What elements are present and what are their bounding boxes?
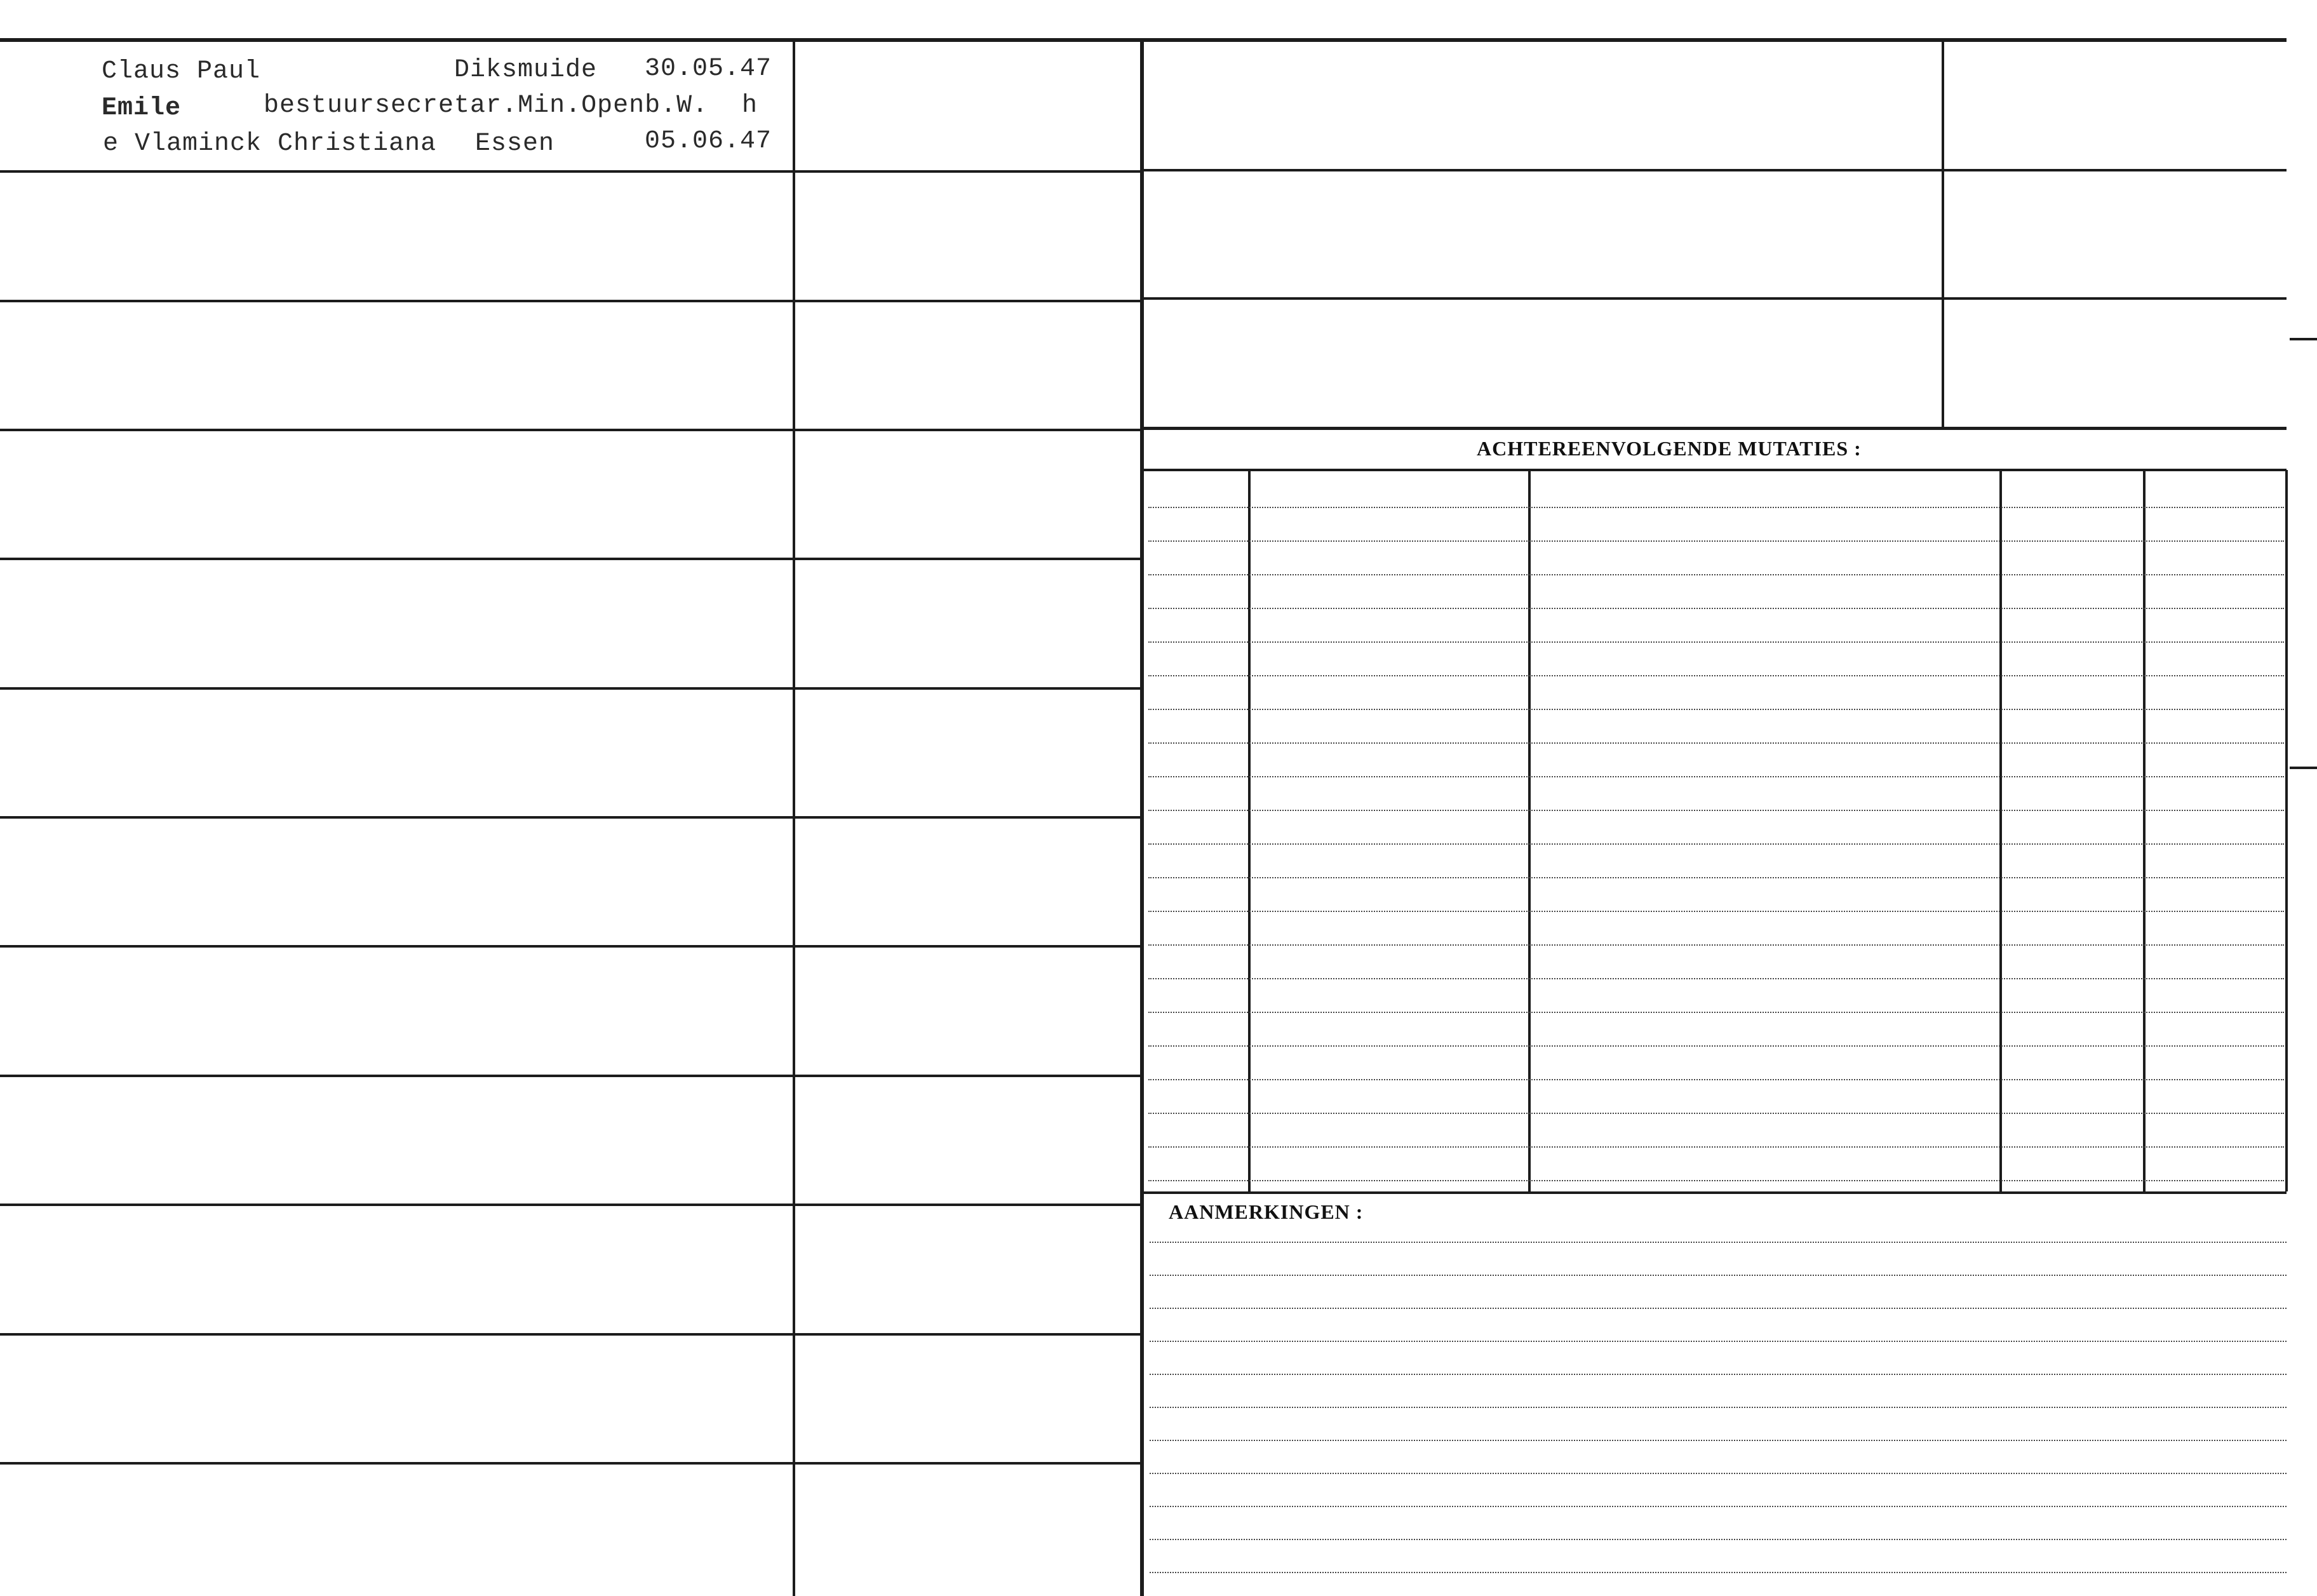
mutaties-row-rule [1148, 507, 2284, 508]
aanmerkingen-rule [1150, 1374, 2287, 1375]
mutaties-header: ACHTEREENVOLGENDE MUTATIES : [1477, 437, 1862, 460]
record-line-1-date: 30.05.47 [645, 55, 772, 83]
mutaties-row-rule [1148, 742, 2284, 744]
mutaties-row-rule [1148, 540, 2284, 542]
mutaties-row-rule [1148, 1079, 2284, 1080]
upper-block-divider [1942, 42, 1944, 427]
aanmerkingen-rule [1150, 1242, 2287, 1243]
record-line-1-place: Diksmuide [454, 56, 598, 84]
aanmerkingen-rule [1150, 1440, 2287, 1441]
register-row-line [0, 816, 1140, 819]
mutaties-column-divider [1999, 470, 2002, 1191]
mutaties-row-rule [1148, 709, 2284, 710]
mutaties-row-rule [1148, 574, 2284, 575]
record-line-2-profession: bestuursecretar.Min.Openb.W. [264, 91, 709, 120]
register-row-line [0, 170, 1140, 173]
register-row-line [0, 945, 1140, 948]
mutaties-row-rule [1148, 810, 2284, 811]
mutaties-row-rule [1148, 1180, 2284, 1181]
aanmerkingen-rule [1150, 1308, 2287, 1309]
mutaties-row-rule [1148, 1045, 2284, 1047]
mutaties-row-rule [1148, 877, 2284, 878]
upper-block-bottom-line [1144, 427, 2287, 430]
mutaties-row-rule [1148, 843, 2284, 845]
mutaties-row-rule [1148, 675, 2284, 676]
aanmerkingen-rule [1150, 1275, 2287, 1276]
record-line-2-mark: h [742, 91, 758, 120]
mutaties-row-rule [1148, 1012, 2284, 1013]
margin-tick [2290, 767, 2317, 769]
register-row-line [0, 429, 1140, 431]
aanmerkingen-rule [1150, 1506, 2287, 1507]
register-row-line [0, 1462, 1140, 1465]
mutaties-row-rule [1148, 1113, 2284, 1114]
margin-tick [2290, 338, 2317, 340]
aanmerkingen-rule [1150, 1572, 2287, 1573]
mutaties-row-rule [1148, 608, 2284, 609]
record-line-3-name: e Vlaminck Christiana [103, 130, 437, 158]
register-row-line [0, 558, 1140, 560]
register-column-divider [793, 42, 795, 1596]
record-line-1-name: Claus Paul [102, 57, 261, 86]
mutaties-row-rule [1148, 944, 2284, 946]
upper-block-row-line [1144, 169, 2287, 171]
register-row-line [0, 687, 1140, 690]
mutaties-row-rule [1148, 1146, 2284, 1148]
mutaties-top-line [1144, 469, 2287, 471]
mutaties-row-rule [1148, 978, 2284, 979]
mutaties-row-rule [1148, 776, 2284, 777]
register-row-line [0, 1075, 1140, 1077]
record-line-3-place: Essen [475, 130, 555, 158]
aanmerkingen-rule [1150, 1407, 2287, 1408]
aanmerkingen-rule [1150, 1539, 2287, 1540]
aanmerkingen-rule [1150, 1341, 2287, 1342]
register-row-line [0, 1333, 1140, 1336]
mutaties-right-border [2285, 470, 2288, 1191]
mutaties-row-rule [1148, 641, 2284, 643]
record-line-3-date: 05.06.47 [645, 127, 772, 156]
register-row-line [0, 1204, 1140, 1206]
register-row-line [0, 300, 1140, 302]
mutaties-column-divider [1528, 470, 1531, 1191]
mutaties-bottom-line [1144, 1191, 2287, 1194]
mutaties-column-divider [1248, 470, 1251, 1191]
mutaties-column-divider [2143, 470, 2146, 1191]
record-line-2-name: Emile [102, 94, 182, 123]
register-main-divider [1140, 42, 1144, 1596]
upper-block-row-line [1144, 297, 2287, 300]
aanmerkingen-rule [1150, 1473, 2287, 1474]
aanmerkingen-header: AANMERKINGEN : [1169, 1200, 1364, 1223]
mutaties-row-rule [1148, 911, 2284, 912]
